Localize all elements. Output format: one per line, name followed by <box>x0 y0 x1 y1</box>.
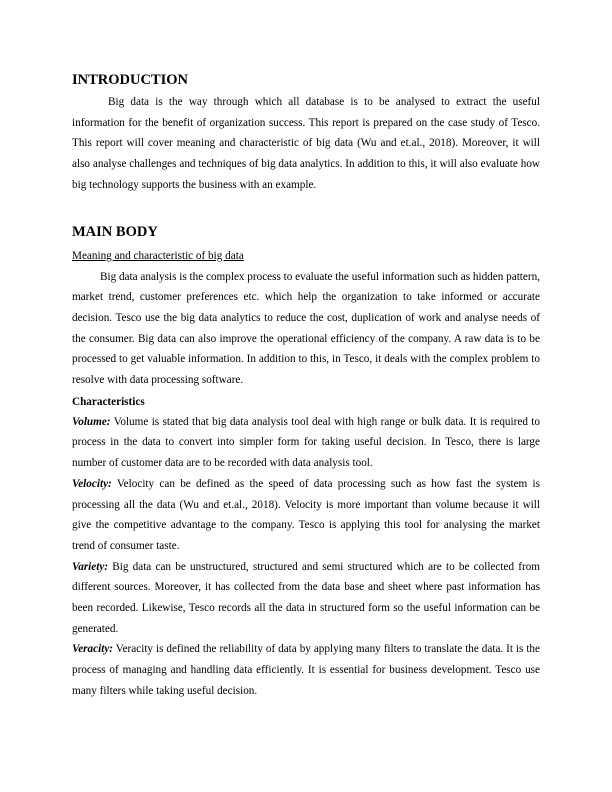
characteristic-text: Veracity is defined the reliability of data by applying many filters to translate the data. It is the process of managing and handling data efficiently. It is essential for business development. Tesco use many filters while taking useful decision. <box>72 643 540 697</box>
characteristic-velocity <box>72 474 540 557</box>
meaning-subheading: Meaning and characteristic of big data <box>72 249 244 262</box>
characteristic-text: Volume is stated that big data analysis tool deal with high range or bulk data. It is required to process in the data to convert into simpler form for taking useful decision. In Tesco, there is large number of customer data are to be recorded with data analysis tool. <box>72 415 540 470</box>
meaning-paragraph: Big data analysis is the complex process to evaluate the useful information such as hidden pattern, market trend, customer preferences etc. which help the organization to take informed or accurate decision. Tesco use the big data analytics to reduce the cost, duplication of work and analyse needs of the consumer. Big data can also improve the operational efficiency of the company. A raw data is to be processed to get valuable information. In addition to this, in Tesco, it deals with the complex problem to resolve with data processing software. <box>72 270 540 387</box>
main-body-heading: MAIN BODY <box>72 223 158 240</box>
characteristic-term: Volume: <box>72 415 111 428</box>
characteristic-volume <box>72 412 540 474</box>
characteristic-term: Veracity: <box>72 643 114 656</box>
characteristic-veracity <box>72 639 540 701</box>
characteristic-text: Big data can be unstructured, structured and semi structured which are to be collected from different sources. Moreover, it has collected from the data base and sheet where past information has been recorded. Likewise, Tesco records all the data in structured form so the useful information can be generated. <box>72 560 540 635</box>
introduction-heading: INTRODUCTION <box>72 72 189 88</box>
characteristic-variety <box>72 557 540 640</box>
document-page <box>72 71 540 702</box>
characteristics-heading: Characteristics <box>72 395 145 408</box>
characteristic-text: Velocity can be defined as the speed of data processing such as how fast the system is processing all the data (Wu and et.al., 2018). Velocity is more important than volume because it will give the competitive advantage to the company. Tesco is applying this tool for analysing the market trend of consumer taste. <box>72 477 540 552</box>
introduction-paragraph: Big data is the way through which all database is to be analysed to extract the useful information for the benefit of organization success. This report is prepared on the case study of Tesco. This report will cover meaning and characteristic of big data (Wu and et.al., 2018). Moreover, it will also analyse challenges and techniques of big data analytics. In addition to this, it will also evaluate how big technology supports the business with an example. <box>72 96 540 191</box>
characteristic-term: Variety: <box>72 560 109 573</box>
characteristic-term: Velocity: <box>72 477 112 490</box>
